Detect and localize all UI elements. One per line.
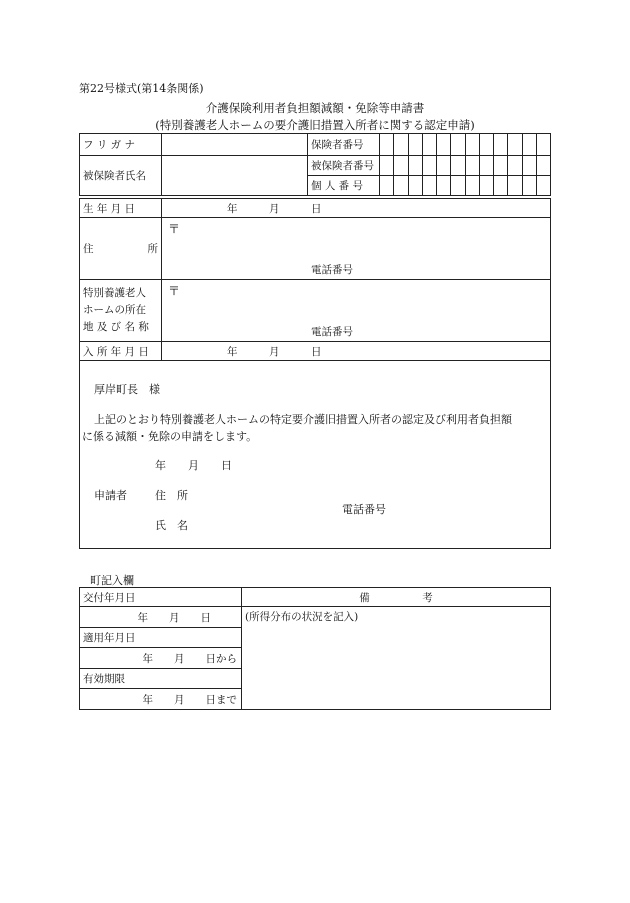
admission-date-label: 入 所 年 月 日 <box>80 342 162 361</box>
personal-number-cell[interactable] <box>451 176 465 196</box>
insured-number-cell[interactable] <box>536 156 550 176</box>
form-subtitle: (特別養護老人ホームの要介護旧措置入所者に関する認定申請) <box>155 118 475 132</box>
insured-number-cell[interactable] <box>422 156 436 176</box>
apply-date-field[interactable]: 年 月 日から <box>80 648 242 669</box>
insurer-number-cell[interactable] <box>451 134 465 156</box>
insurer-number-cell[interactable] <box>394 134 408 156</box>
remarks-note: (所得分布の状況を記入) <box>245 611 359 623</box>
applicant-name-label: 氏 名 <box>155 519 188 532</box>
insurer-number-cell[interactable] <box>380 134 394 156</box>
insurer-number-cell[interactable] <box>422 134 436 156</box>
personal-number-cell[interactable] <box>465 176 479 196</box>
insurer-number-cell[interactable] <box>494 134 508 156</box>
applicant-phone-label: 電話番号 <box>342 503 386 516</box>
statement-line-2: に係る減額・免除の申請をします。 <box>82 430 258 443</box>
personal-number-cell[interactable] <box>437 176 451 196</box>
insured-number-cell[interactable] <box>494 156 508 176</box>
facility-field[interactable] <box>162 280 551 342</box>
personal-number-cell[interactable] <box>394 176 408 196</box>
applicant-label: 申請者 <box>94 489 127 502</box>
expiry-date-field[interactable]: 年 月 日まで <box>80 689 242 710</box>
insurer-number-cell[interactable] <box>508 134 522 156</box>
facility-label: 特別養護老人 ホームの所在 地 及 び 名 称 <box>80 280 162 342</box>
personal-number-cell[interactable] <box>536 176 550 196</box>
insured-number-label: 被保険者番号 <box>308 156 380 176</box>
personal-number-cell[interactable] <box>508 176 522 196</box>
expiry-label: 有効期限 <box>80 669 242 689</box>
statement-line-1: 上記のとおり特別養護老人ホームの特定要介護旧措置入所者の認定及び利用者負担額 <box>94 413 512 426</box>
addressee: 厚岸町長 様 <box>94 383 160 396</box>
remarks-field[interactable] <box>242 607 551 710</box>
furigana-label: フ リ ガ ナ <box>80 134 162 156</box>
insured-number-cell[interactable] <box>408 156 422 176</box>
application-statement-box <box>79 360 551 549</box>
insurer-number-label: 保険者番号 <box>308 134 380 156</box>
postal-mark: 〒 <box>168 222 181 236</box>
insurer-number-cell[interactable] <box>479 134 493 156</box>
apply-date-label: 適用年月日 <box>80 628 242 648</box>
insured-number-cell[interactable] <box>508 156 522 176</box>
form-number: 第22号様式(第14条関係) <box>79 82 204 95</box>
remarks-label: 備 考 <box>242 588 551 607</box>
issue-date-field[interactable]: 年 月 日 <box>80 607 242 628</box>
form-title: 介護保険利用者負担額減額・免除等申請書 <box>205 101 425 115</box>
office-section-title: 町記入欄 <box>90 574 134 587</box>
postal-mark: 〒 <box>168 284 181 298</box>
personal-number-cell[interactable] <box>380 176 394 196</box>
insurer-number-cell[interactable] <box>437 134 451 156</box>
office-use-table <box>79 587 551 710</box>
insurer-number-cell[interactable] <box>522 134 536 156</box>
insurer-number-cell[interactable] <box>465 134 479 156</box>
furigana-field[interactable] <box>162 134 308 156</box>
insured-number-cell[interactable] <box>465 156 479 176</box>
address-field[interactable] <box>162 218 551 280</box>
insured-number-cell[interactable] <box>394 156 408 176</box>
personal-number-label: 個 人 番 号 <box>308 176 380 196</box>
insured-number-cell[interactable] <box>522 156 536 176</box>
insured-number-cell[interactable] <box>479 156 493 176</box>
insurer-number-cell[interactable] <box>408 134 422 156</box>
details-table <box>79 198 551 361</box>
personal-number-cell[interactable] <box>494 176 508 196</box>
insured-number-cell[interactable] <box>437 156 451 176</box>
insured-name-field[interactable] <box>162 156 308 196</box>
personal-number-cell[interactable] <box>479 176 493 196</box>
insured-number-cell[interactable] <box>451 156 465 176</box>
admission-date-field[interactable]: 年 月 日 <box>162 342 551 361</box>
applicant-address-label: 住 所 <box>155 489 188 502</box>
applicant-info-table <box>79 133 551 196</box>
insurer-number-cell[interactable] <box>536 134 550 156</box>
address-phone-label: 電話番号 <box>311 264 353 276</box>
insured-name-label: 被保険者氏名 <box>80 156 162 196</box>
personal-number-cell[interactable] <box>422 176 436 196</box>
insured-number-cell[interactable] <box>380 156 394 176</box>
personal-number-cell[interactable] <box>408 176 422 196</box>
birth-date-label: 生 年 月 日 <box>80 199 162 218</box>
facility-phone-label: 電話番号 <box>311 326 353 338</box>
application-date[interactable]: 年 月 日 <box>155 459 232 472</box>
birth-date-field[interactable]: 年 月 日 <box>162 199 551 218</box>
personal-number-cell[interactable] <box>522 176 536 196</box>
issue-date-label: 交付年月日 <box>80 588 242 607</box>
address-label: 住 所 <box>80 218 162 280</box>
